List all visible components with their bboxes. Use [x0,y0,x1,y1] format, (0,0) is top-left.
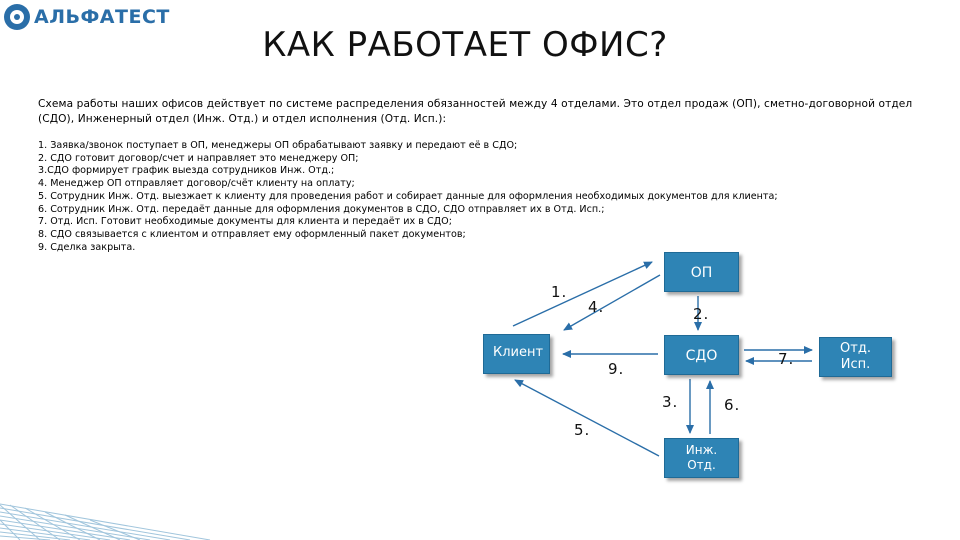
node-otd-isp [819,337,892,377]
node-client-label: Клиент [493,345,544,360]
edge-label-7: 7. [778,350,795,368]
step-item: 1. Заявка/звонок поступает в ОП, менеджеры ОП обрабатывают заявку и передают её в СДО; [38,140,518,151]
step-item: 9. Сделка закрыта. [38,241,136,253]
step-item: 6. Сотрудник Инж. Отд. передаёт данные для оформления документов в СДО, СДО отправляет их в Отд. Исп.; [38,203,605,215]
step-item: 4. Менеджер ОП отправляет договор/счёт клиенту на оплату; [38,178,355,190]
edge-label-1: 1. [551,283,568,301]
step-item: 5. Сотрудник Инж. Отд. выезжает к клиенту для проведения работ и собирает данные для оформления необходимых документов для клиента; [38,190,778,202]
step-item: 3.СДО формирует график выезда сотрудников Инж. Отд.; [38,165,335,177]
edge-label-5: 5. [574,421,591,439]
node-op-label: ОП [690,265,713,281]
node-sdo [664,335,739,375]
intro-text: Схема работы наших офисов действует по системе распределения обязанностей между 4 отделами. Это отдел продаж (ОП), сметно-договорной отдел (СДО), Инженерный отдел (Инж. Отд.) и отдел исполнения (Отд. Исп.): [38,98,913,125]
edge-label-3: 3. [662,393,679,411]
node-eng-line2: Отд. [687,458,716,472]
arrow-client-to-op [513,262,652,326]
node-client [483,334,550,374]
node-op [664,252,739,292]
node-eng-dept [664,438,739,478]
edge-label-2: 2. [693,305,710,323]
page-title: КАК РАБОТАЕТ ОФИС? [262,25,668,65]
edge-label-6: 6. [724,396,741,414]
step-item: 7. Отд. Исп. Готовит необходимые документы для клиента и передаёт их в СДО; [38,216,452,228]
arrow-op-to-client [564,275,660,330]
corner-decoration [0,450,230,540]
node-sdo-label: СДО [685,348,718,364]
step-item: 2. СДО готовит договор/счет и направляет это менеджеру ОП; [38,152,359,164]
edge-label-9: 9. [608,360,625,378]
node-otd-line2: Исп. [840,357,871,372]
node-eng-line1: Инж. [685,443,718,457]
edge-label-4: 4. [588,298,605,316]
node-otd-line1: Отд. [840,341,871,356]
step-item: 8. СДО связывается с клиентом и отправляет ему оформленный пакет документов; [38,228,466,240]
logo-text: АЛЬФАТЕСТ [34,6,170,28]
arrow-eng-to-client [515,380,659,456]
